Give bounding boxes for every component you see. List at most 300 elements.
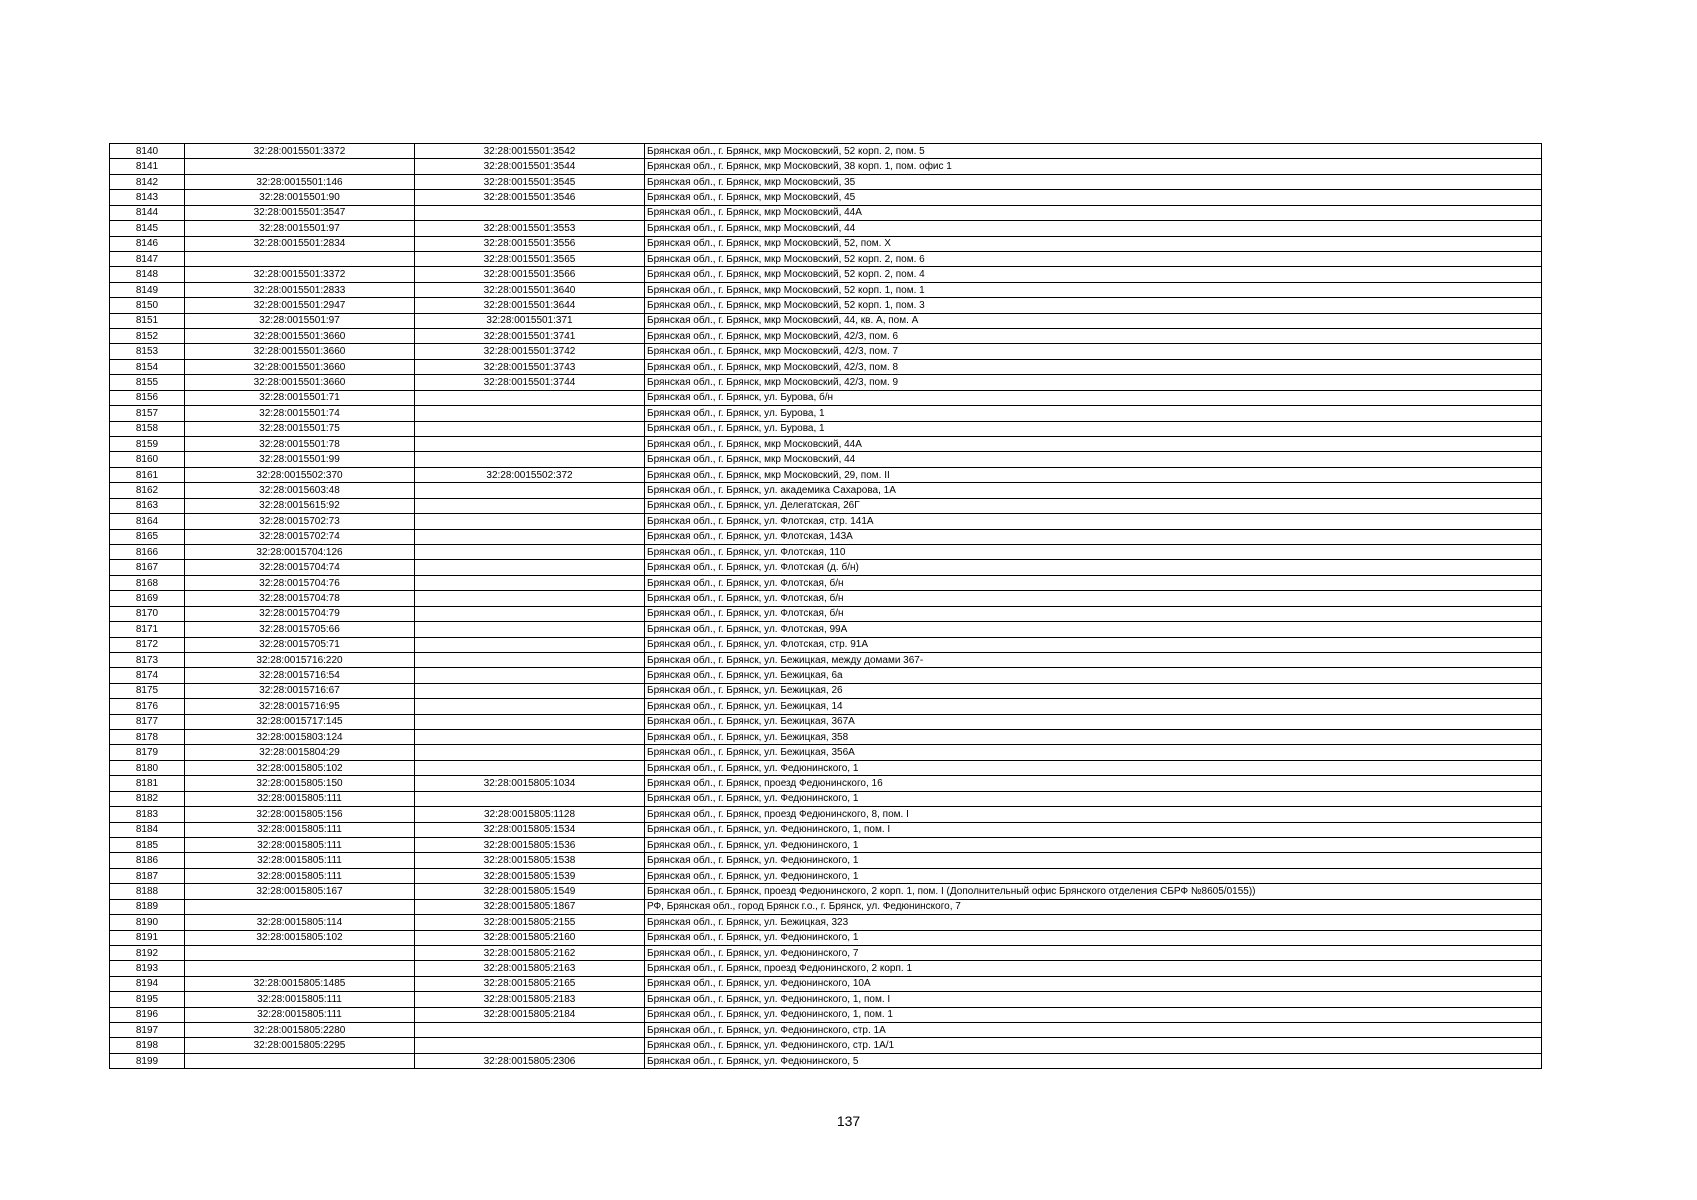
building-cadastral-number-cell: [415, 421, 645, 436]
land-cadastral-number-cell: 32:28:0015805:111: [185, 791, 415, 806]
table-row: [110, 390, 1542, 405]
land-cadastral-number-cell: 32:28:0015717:145: [185, 714, 415, 729]
building-cadastral-number-cell: [415, 714, 645, 729]
table-row: [110, 267, 1542, 282]
table-row: [110, 791, 1542, 806]
land-cadastral-number-cell: 32:28:0015702:73: [185, 514, 415, 529]
address-cell: Брянская обл., г. Брянск, ул. Бурова, б/н: [645, 390, 1542, 405]
land-cadastral-number-cell: 32:28:0015702:74: [185, 529, 415, 544]
row-number-cell: 8194: [110, 976, 185, 991]
land-cadastral-number-cell: [185, 961, 415, 976]
table-row: [110, 807, 1542, 822]
land-cadastral-number-cell: 32:28:0015805:167: [185, 884, 415, 899]
address-cell: Брянская обл., г. Брянск, ул. Делегатская, 26Г: [645, 498, 1542, 513]
building-cadastral-number-cell: [415, 575, 645, 590]
row-number-cell: 8169: [110, 591, 185, 606]
building-cadastral-number-cell: 32:28:0015805:2306: [415, 1053, 645, 1068]
address-cell: Брянская обл., г. Брянск, мкр Московский, 52, пом. X: [645, 236, 1542, 251]
land-cadastral-number-cell: 32:28:0015502:370: [185, 467, 415, 482]
table-row: [110, 976, 1542, 991]
row-number-cell: 8184: [110, 822, 185, 837]
land-cadastral-number-cell: 32:28:0015501:75: [185, 421, 415, 436]
address-cell: Брянская обл., г. Брянск, мкр Московский, 38 корп. 1, пом. офис 1: [645, 159, 1542, 174]
row-number-cell: 8173: [110, 652, 185, 667]
address-cell: Брянская обл., г. Брянск, ул. Бежицкая, 356А: [645, 745, 1542, 760]
address-cell: Брянская обл., г. Брянск, мкр Московский, 44, кв. А, пом. А: [645, 313, 1542, 328]
land-cadastral-number-cell: 32:28:0015501:78: [185, 437, 415, 452]
building-cadastral-number-cell: 32:28:0015501:3565: [415, 251, 645, 266]
land-cadastral-number-cell: 32:28:0015501:97: [185, 221, 415, 236]
address-cell: РФ, Брянская обл., город Брянск г.о., г. Брянск, ул. Федюнинского, 7: [645, 899, 1542, 914]
row-number-cell: 8144: [110, 205, 185, 220]
address-cell: Брянская обл., г. Брянск, ул. Бежицкая, 358: [645, 730, 1542, 745]
address-cell: Брянская обл., г. Брянск, ул. Федюнинского, 1, пом. I: [645, 822, 1542, 837]
address-cell: Брянская обл., г. Брянск, ул. Флотская, б/н: [645, 591, 1542, 606]
land-cadastral-number-cell: 32:28:0015805:111: [185, 868, 415, 883]
land-cadastral-number-cell: 32:28:0015704:126: [185, 544, 415, 559]
table-row: [110, 668, 1542, 683]
land-cadastral-number-cell: 32:28:0015805:2280: [185, 1023, 415, 1038]
row-number-cell: 8188: [110, 884, 185, 899]
land-cadastral-number-cell: 32:28:0015704:76: [185, 575, 415, 590]
row-number-cell: 8192: [110, 945, 185, 960]
row-number-cell: 8145: [110, 221, 185, 236]
table-row: [110, 375, 1542, 390]
land-cadastral-number-cell: 32:28:0015805:111: [185, 837, 415, 852]
row-number-cell: 8196: [110, 1007, 185, 1022]
row-number-cell: 8195: [110, 992, 185, 1007]
row-number-cell: 8161: [110, 467, 185, 482]
row-number-cell: 8172: [110, 637, 185, 652]
table-row: [110, 359, 1542, 374]
row-number-cell: 8193: [110, 961, 185, 976]
address-cell: Брянская обл., г. Брянск, мкр Московский, 44А: [645, 205, 1542, 220]
row-number-cell: 8189: [110, 899, 185, 914]
building-cadastral-number-cell: [415, 606, 645, 621]
building-cadastral-number-cell: [415, 498, 645, 513]
table-row: [110, 884, 1542, 899]
address-cell: Брянская обл., г. Брянск, мкр Московский, 42/3, пом. 9: [645, 375, 1542, 390]
land-cadastral-number-cell: 32:28:0015501:2833: [185, 282, 415, 297]
land-cadastral-number-cell: 32:28:0015805:111: [185, 992, 415, 1007]
building-cadastral-number-cell: [415, 390, 645, 405]
table-row: [110, 714, 1542, 729]
land-cadastral-number-cell: [185, 159, 415, 174]
table-row: [110, 406, 1542, 421]
row-number-cell: 8198: [110, 1038, 185, 1053]
table-row: [110, 1023, 1542, 1038]
address-cell: Брянская обл., г. Брянск, ул. Федюнинского, 1: [645, 930, 1542, 945]
row-number-cell: 8170: [110, 606, 185, 621]
table-row: [110, 560, 1542, 575]
table-row: [110, 282, 1542, 297]
building-cadastral-number-cell: [415, 730, 645, 745]
row-number-cell: 8175: [110, 683, 185, 698]
building-cadastral-number-cell: 32:28:0015501:371: [415, 313, 645, 328]
land-cadastral-number-cell: 32:28:0015716:95: [185, 699, 415, 714]
table-row: [110, 159, 1542, 174]
land-cadastral-number-cell: 32:28:0015501:3547: [185, 205, 415, 220]
row-number-cell: 8150: [110, 298, 185, 313]
building-cadastral-number-cell: 32:28:0015501:3556: [415, 236, 645, 251]
row-number-cell: 8157: [110, 406, 185, 421]
building-cadastral-number-cell: [415, 622, 645, 637]
table-row: [110, 760, 1542, 775]
row-number-cell: 8174: [110, 668, 185, 683]
row-number-cell: 8171: [110, 622, 185, 637]
address-cell: Брянская обл., г. Брянск, мкр Московский, 29, пом. II: [645, 467, 1542, 482]
address-cell: Брянская обл., г. Брянск, проезд Федюнинского, 2 корп. 1, пом. I (Дополнительный офис Брянского отделения СБРФ №8605/0155)): [645, 884, 1542, 899]
building-cadastral-number-cell: 32:28:0015805:2155: [415, 915, 645, 930]
land-cadastral-number-cell: 32:28:0015501:71: [185, 390, 415, 405]
building-cadastral-number-cell: 32:28:0015501:3742: [415, 344, 645, 359]
row-number-cell: 8158: [110, 421, 185, 436]
table-row: [110, 421, 1542, 436]
address-cell: Брянская обл., г. Брянск, мкр Московский, 52 корп. 1, пом. 3: [645, 298, 1542, 313]
table-row: [110, 652, 1542, 667]
table-row: [110, 529, 1542, 544]
land-cadastral-number-cell: 32:28:0015805:1485: [185, 976, 415, 991]
address-cell: Брянская обл., г. Брянск, мкр Московский, 42/3, пом. 8: [645, 359, 1542, 374]
row-number-cell: 8185: [110, 837, 185, 852]
address-cell: Брянская обл., г. Брянск, мкр Московский, 52 корп. 2, пом. 4: [645, 267, 1542, 282]
building-cadastral-number-cell: 32:28:0015805:1034: [415, 776, 645, 791]
registry-table: [109, 143, 1542, 1069]
building-cadastral-number-cell: [415, 437, 645, 452]
row-number-cell: 8187: [110, 868, 185, 883]
row-number-cell: 8160: [110, 452, 185, 467]
building-cadastral-number-cell: [415, 791, 645, 806]
row-number-cell: 8182: [110, 791, 185, 806]
address-cell: Брянская обл., г. Брянск, ул. Флотская, стр. 141А: [645, 514, 1542, 529]
table-row: [110, 467, 1542, 482]
building-cadastral-number-cell: [415, 591, 645, 606]
address-cell: Брянская обл., г. Брянск, ул. Флотская, б/н: [645, 606, 1542, 621]
building-cadastral-number-cell: [415, 483, 645, 498]
land-cadastral-number-cell: 32:28:0015705:66: [185, 622, 415, 637]
land-cadastral-number-cell: 32:28:0015603:48: [185, 483, 415, 498]
row-number-cell: 8149: [110, 282, 185, 297]
building-cadastral-number-cell: 32:28:0015501:3545: [415, 174, 645, 189]
address-cell: Брянская обл., г. Брянск, ул. Флотская, 99А: [645, 622, 1542, 637]
address-cell: Брянская обл., г. Брянск, ул. Федюнинского, 7: [645, 945, 1542, 960]
address-cell: Брянская обл., г. Брянск, ул. Бурова, 1: [645, 406, 1542, 421]
building-cadastral-number-cell: [415, 406, 645, 421]
table-row: [110, 745, 1542, 760]
land-cadastral-number-cell: 32:28:0015501:146: [185, 174, 415, 189]
building-cadastral-number-cell: 32:28:0015501:3744: [415, 375, 645, 390]
address-cell: Брянская обл., г. Брянск, ул. Федюнинского, 1, пом. I: [645, 992, 1542, 1007]
address-cell: Брянская обл., г. Брянск, мкр Московский, 44: [645, 452, 1542, 467]
address-cell: Брянская обл., г. Брянск, мкр Московский, 42/3, пом. 6: [645, 329, 1542, 344]
table-row: [110, 205, 1542, 220]
land-cadastral-number-cell: 32:28:0015704:78: [185, 591, 415, 606]
table-row: [110, 915, 1542, 930]
address-cell: Брянская обл., г. Брянск, ул. Федюнинского, 1: [645, 760, 1542, 775]
table-row: [110, 1038, 1542, 1053]
building-cadastral-number-cell: [415, 699, 645, 714]
row-number-cell: 8156: [110, 390, 185, 405]
address-cell: Брянская обл., г. Брянск, ул. Бежицкая, 26: [645, 683, 1542, 698]
land-cadastral-number-cell: [185, 945, 415, 960]
land-cadastral-number-cell: 32:28:0015501:74: [185, 406, 415, 421]
address-cell: Брянская обл., г. Брянск, мкр Московский, 52 корп. 1, пом. 1: [645, 282, 1542, 297]
table-row: [110, 899, 1542, 914]
land-cadastral-number-cell: 32:28:0015501:90: [185, 190, 415, 205]
building-cadastral-number-cell: 32:28:0015501:3741: [415, 329, 645, 344]
address-cell: Брянская обл., г. Брянск, проезд Федюнинского, 8, пом. I: [645, 807, 1542, 822]
land-cadastral-number-cell: 32:28:0015805:2295: [185, 1038, 415, 1053]
table-row: [110, 606, 1542, 621]
address-cell: Брянская обл., г. Брянск, ул. Флотская, 110: [645, 544, 1542, 559]
address-cell: Брянская обл., г. Брянск, ул. Бежицкая, между домами 367-: [645, 652, 1542, 667]
land-cadastral-number-cell: 32:28:0015805:111: [185, 822, 415, 837]
row-number-cell: 8152: [110, 329, 185, 344]
registry-table-body: [110, 144, 1542, 1069]
row-number-cell: 8151: [110, 313, 185, 328]
land-cadastral-number-cell: 32:28:0015805:111: [185, 1007, 415, 1022]
table-row: [110, 544, 1542, 559]
address-cell: Брянская обл., г. Брянск, мкр Московский, 35: [645, 174, 1542, 189]
land-cadastral-number-cell: 32:28:0015805:114: [185, 915, 415, 930]
address-cell: Брянская обл., г. Брянск, ул. Бежицкая, 323: [645, 915, 1542, 930]
building-cadastral-number-cell: 32:28:0015501:3640: [415, 282, 645, 297]
building-cadastral-number-cell: 32:28:0015501:3542: [415, 144, 645, 159]
address-cell: Брянская обл., г. Брянск, ул. Федюнинского, 1: [645, 853, 1542, 868]
address-cell: Брянская обл., г. Брянск, ул. Флотская, 143А: [645, 529, 1542, 544]
land-cadastral-number-cell: 32:28:0015501:2947: [185, 298, 415, 313]
row-number-cell: 8166: [110, 544, 185, 559]
row-number-cell: 8140: [110, 144, 185, 159]
table-row: [110, 853, 1542, 868]
table-row: [110, 992, 1542, 1007]
table-row: [110, 236, 1542, 251]
building-cadastral-number-cell: 32:28:0015501:3544: [415, 159, 645, 174]
building-cadastral-number-cell: [415, 1023, 645, 1038]
table-row: [110, 776, 1542, 791]
building-cadastral-number-cell: 32:28:0015805:1549: [415, 884, 645, 899]
table-row: [110, 1007, 1542, 1022]
land-cadastral-number-cell: 32:28:0015501:2834: [185, 236, 415, 251]
building-cadastral-number-cell: 32:28:0015805:2183: [415, 992, 645, 1007]
row-number-cell: 8142: [110, 174, 185, 189]
row-number-cell: 8159: [110, 437, 185, 452]
table-row: [110, 174, 1542, 189]
address-cell: Брянская обл., г. Брянск, проезд Федюнинского, 2 корп. 1: [645, 961, 1542, 976]
building-cadastral-number-cell: [415, 760, 645, 775]
row-number-cell: 8162: [110, 483, 185, 498]
land-cadastral-number-cell: 32:28:0015705:71: [185, 637, 415, 652]
row-number-cell: 8143: [110, 190, 185, 205]
table-row: [110, 313, 1542, 328]
land-cadastral-number-cell: 32:28:0015501:99: [185, 452, 415, 467]
address-cell: Брянская обл., г. Брянск, мкр Московский, 52 корп. 2, пом. 5: [645, 144, 1542, 159]
row-number-cell: 8164: [110, 514, 185, 529]
row-number-cell: 8153: [110, 344, 185, 359]
table-row: [110, 344, 1542, 359]
row-number-cell: 8178: [110, 730, 185, 745]
land-cadastral-number-cell: [185, 1053, 415, 1068]
address-cell: Брянская обл., г. Брянск, ул. Флотская, стр. 91А: [645, 637, 1542, 652]
building-cadastral-number-cell: 32:28:0015501:3743: [415, 359, 645, 374]
building-cadastral-number-cell: 32:28:0015805:2162: [415, 945, 645, 960]
table-row: [110, 730, 1542, 745]
land-cadastral-number-cell: 32:28:0015805:111: [185, 853, 415, 868]
address-cell: Брянская обл., г. Брянск, проезд Федюнинского, 16: [645, 776, 1542, 791]
building-cadastral-number-cell: 32:28:0015501:3553: [415, 221, 645, 236]
address-cell: Брянская обл., г. Брянск, мкр Московский, 52 корп. 2, пом. 6: [645, 251, 1542, 266]
address-cell: Брянская обл., г. Брянск, мкр Московский, 45: [645, 190, 1542, 205]
row-number-cell: 8163: [110, 498, 185, 513]
table-row: [110, 575, 1542, 590]
building-cadastral-number-cell: 32:28:0015501:3546: [415, 190, 645, 205]
land-cadastral-number-cell: 32:28:0015501:3660: [185, 344, 415, 359]
address-cell: Брянская обл., г. Брянск, ул. Федюнинского, 5: [645, 1053, 1542, 1068]
address-cell: Брянская обл., г. Брянск, ул. Федюнинского, 1, пом. 1: [645, 1007, 1542, 1022]
land-cadastral-number-cell: 32:28:0015615:92: [185, 498, 415, 513]
land-cadastral-number-cell: [185, 251, 415, 266]
row-number-cell: 8154: [110, 359, 185, 374]
address-cell: Брянская обл., г. Брянск, мкр Московский, 44: [645, 221, 1542, 236]
row-number-cell: 8147: [110, 251, 185, 266]
table-row: [110, 251, 1542, 266]
page-number: 137: [836, 1113, 861, 1129]
address-cell: Брянская обл., г. Брянск, ул. академика Сахарова, 1А: [645, 483, 1542, 498]
building-cadastral-number-cell: [415, 668, 645, 683]
address-cell: Брянская обл., г. Брянск, ул. Федюнинского, 1: [645, 791, 1542, 806]
building-cadastral-number-cell: 32:28:0015805:1538: [415, 853, 645, 868]
table-row: [110, 1053, 1542, 1068]
address-cell: Брянская обл., г. Брянск, мкр Московский, 42/3, пом. 7: [645, 344, 1542, 359]
address-cell: Брянская обл., г. Брянск, ул. Бежицкая, 6а: [645, 668, 1542, 683]
land-cadastral-number-cell: 32:28:0015501:3660: [185, 329, 415, 344]
address-cell: Брянская обл., г. Брянск, ул. Бурова, 1: [645, 421, 1542, 436]
table-row: [110, 298, 1542, 313]
table-row: [110, 221, 1542, 236]
land-cadastral-number-cell: 32:28:0015805:102: [185, 930, 415, 945]
table-row: [110, 329, 1542, 344]
building-cadastral-number-cell: 32:28:0015805:2160: [415, 930, 645, 945]
row-number-cell: 8155: [110, 375, 185, 390]
address-cell: Брянская обл., г. Брянск, ул. Флотская (д. б/н): [645, 560, 1542, 575]
land-cadastral-number-cell: 32:28:0015805:150: [185, 776, 415, 791]
row-number-cell: 8183: [110, 807, 185, 822]
table-row: [110, 930, 1542, 945]
building-cadastral-number-cell: 32:28:0015805:2163: [415, 961, 645, 976]
building-cadastral-number-cell: [415, 1038, 645, 1053]
building-cadastral-number-cell: [415, 544, 645, 559]
row-number-cell: 8146: [110, 236, 185, 251]
building-cadastral-number-cell: 32:28:0015805:1128: [415, 807, 645, 822]
row-number-cell: 8165: [110, 529, 185, 544]
building-cadastral-number-cell: [415, 514, 645, 529]
table-row: [110, 190, 1542, 205]
land-cadastral-number-cell: 32:28:0015501:3660: [185, 359, 415, 374]
address-cell: Брянская обл., г. Брянск, ул. Федюнинского, 1: [645, 868, 1542, 883]
table-row: [110, 514, 1542, 529]
land-cadastral-number-cell: 32:28:0015804:29: [185, 745, 415, 760]
building-cadastral-number-cell: [415, 652, 645, 667]
land-cadastral-number-cell: 32:28:0015805:102: [185, 760, 415, 775]
table-row: [110, 437, 1542, 452]
row-number-cell: 8199: [110, 1053, 185, 1068]
address-cell: Брянская обл., г. Брянск, ул. Флотская, б/н: [645, 575, 1542, 590]
table-row: [110, 483, 1542, 498]
table-row: [110, 144, 1542, 159]
address-cell: Брянская обл., г. Брянск, ул. Бежицкая, 14: [645, 699, 1542, 714]
land-cadastral-number-cell: [185, 899, 415, 914]
building-cadastral-number-cell: [415, 745, 645, 760]
land-cadastral-number-cell: 32:28:0015501:3372: [185, 144, 415, 159]
building-cadastral-number-cell: 32:28:0015805:1536: [415, 837, 645, 852]
table-row: [110, 683, 1542, 698]
building-cadastral-number-cell: [415, 205, 645, 220]
table-row: [110, 637, 1542, 652]
address-cell: Брянская обл., г. Брянск, ул. Федюнинского, 1: [645, 837, 1542, 852]
building-cadastral-number-cell: [415, 683, 645, 698]
table-row: [110, 591, 1542, 606]
table-row: [110, 622, 1542, 637]
row-number-cell: 8148: [110, 267, 185, 282]
address-cell: Брянская обл., г. Брянск, ул. Федюнинского, 10А: [645, 976, 1542, 991]
land-cadastral-number-cell: 32:28:0015716:220: [185, 652, 415, 667]
row-number-cell: 8179: [110, 745, 185, 760]
row-number-cell: 8167: [110, 560, 185, 575]
row-number-cell: 8197: [110, 1023, 185, 1038]
table-row: [110, 945, 1542, 960]
building-cadastral-number-cell: 32:28:0015501:3566: [415, 267, 645, 282]
building-cadastral-number-cell: [415, 529, 645, 544]
building-cadastral-number-cell: 32:28:0015805:1539: [415, 868, 645, 883]
building-cadastral-number-cell: 32:28:0015805:2165: [415, 976, 645, 991]
building-cadastral-number-cell: 32:28:0015805:2184: [415, 1007, 645, 1022]
row-number-cell: 8180: [110, 760, 185, 775]
land-cadastral-number-cell: 32:28:0015501:3372: [185, 267, 415, 282]
table-row: [110, 868, 1542, 883]
row-number-cell: 8191: [110, 930, 185, 945]
building-cadastral-number-cell: [415, 637, 645, 652]
land-cadastral-number-cell: 32:28:0015716:67: [185, 683, 415, 698]
row-number-cell: 8176: [110, 699, 185, 714]
address-cell: Брянская обл., г. Брянск, мкр Московский, 44А: [645, 437, 1542, 452]
building-cadastral-number-cell: 32:28:0015501:3644: [415, 298, 645, 313]
table-row: [110, 837, 1542, 852]
table-row: [110, 452, 1542, 467]
building-cadastral-number-cell: 32:28:0015805:1867: [415, 899, 645, 914]
address-cell: Брянская обл., г. Брянск, ул. Федюнинского, стр. 1А: [645, 1023, 1542, 1038]
table-row: [110, 961, 1542, 976]
land-cadastral-number-cell: 32:28:0015803:124: [185, 730, 415, 745]
row-number-cell: 8177: [110, 714, 185, 729]
address-cell: Брянская обл., г. Брянск, ул. Бежицкая, 367А: [645, 714, 1542, 729]
table-row: [110, 498, 1542, 513]
land-cadastral-number-cell: 32:28:0015716:54: [185, 668, 415, 683]
building-cadastral-number-cell: 32:28:0015805:1534: [415, 822, 645, 837]
row-number-cell: 8190: [110, 915, 185, 930]
building-cadastral-number-cell: [415, 560, 645, 575]
land-cadastral-number-cell: 32:28:0015704:74: [185, 560, 415, 575]
land-cadastral-number-cell: 32:28:0015704:79: [185, 606, 415, 621]
row-number-cell: 8186: [110, 853, 185, 868]
building-cadastral-number-cell: [415, 452, 645, 467]
row-number-cell: 8141: [110, 159, 185, 174]
address-cell: Брянская обл., г. Брянск, ул. Федюнинского, стр. 1А/1: [645, 1038, 1542, 1053]
land-cadastral-number-cell: 32:28:0015805:156: [185, 807, 415, 822]
land-cadastral-number-cell: 32:28:0015501:97: [185, 313, 415, 328]
table-row: [110, 822, 1542, 837]
land-cadastral-number-cell: 32:28:0015501:3660: [185, 375, 415, 390]
row-number-cell: 8168: [110, 575, 185, 590]
